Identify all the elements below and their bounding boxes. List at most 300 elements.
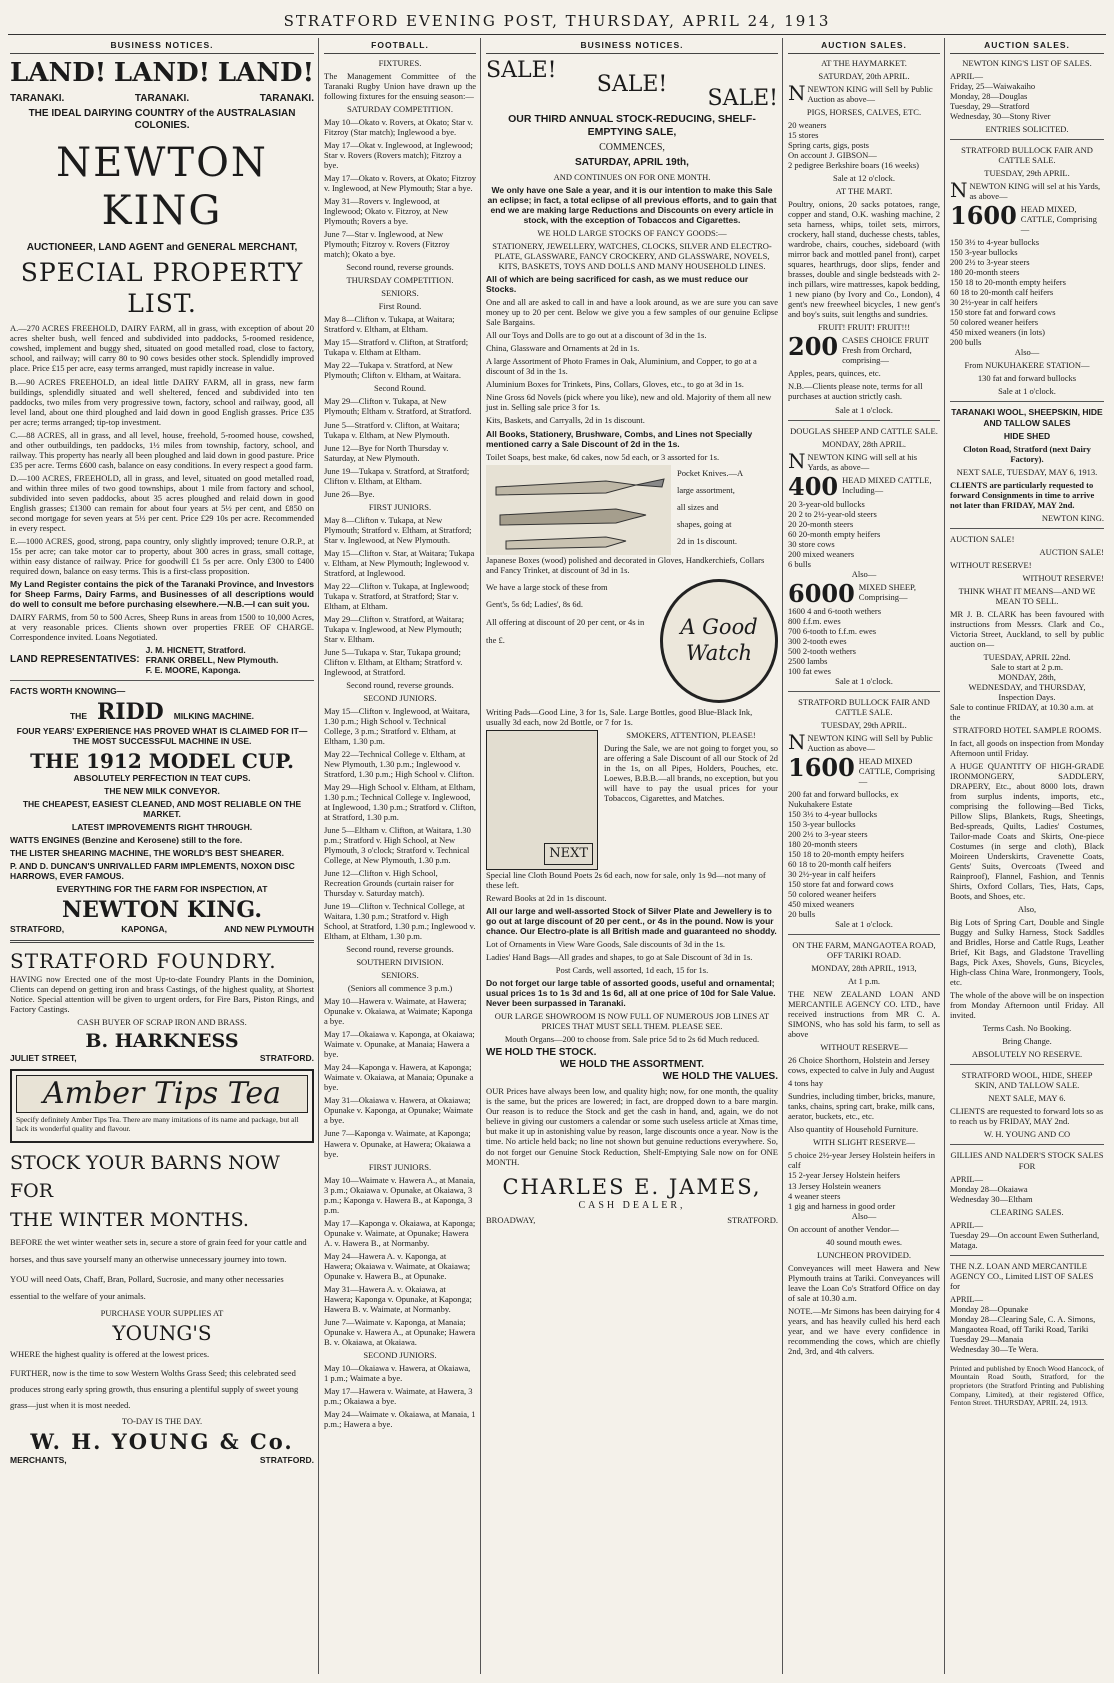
property-item: E.—1000 ACRES, good, strong, papa country, only slightly improved; tenure O.R.P., at 15s per acre; can take motor car to property, about 300 acres in grass, small cottage, within easy distance of railway. Price for goodwill £1 5s per acre. Only £300 to £400 required down, balance on easy terms. This is a first-class proposition.	[10, 535, 314, 576]
list-item: Monday 28—Okaiawa	[950, 1183, 1028, 1194]
property-item: B.—90 ACRES FREEHOLD, an ideal little DAIRY FARM, all in grass, new farm buildings, splendidly situated and well sheltered, fenced and subdivided into ten paddocks, two miles from very progressive town, factory, school and railway, good, all level land, about one third ploughed and laid down in good English grasses. Price £35 per acre; terms arranged; tip-top investment.	[10, 376, 314, 427]
bring-change: Bring Change.	[1002, 1036, 1052, 1047]
lot-item: Sundries, including timber, bricks, manure, tanks, chains, spring cart, brake, milk cans, aerator, buckets, etc., etc.	[788, 1091, 935, 1122]
poets-line: Special line Cloth Bound Poets 2s 6d each, now for sale, only 1s 9d—not many of these left.	[486, 869, 766, 890]
list-item: Wednesday 30—Te Wera.	[950, 1343, 1039, 1354]
soaps-line: Toilet Soaps, best make, 6d cakes, now 5d each, or 3 assorted for 1s.	[486, 451, 720, 462]
ridd-word: RIDD	[96, 698, 164, 725]
without-reserve: WITHOUT RESERVE!	[950, 559, 1032, 570]
bargain-item: All our Toys and Dolls are to go out at a discount of 3d in the 1s.	[486, 330, 707, 341]
fixture-entry: June 5—Stratford v. Clifton, at Waitara; Tukapa v. Eltham, at New Plymouth.	[324, 419, 460, 440]
lot-item: 6 bulls	[788, 558, 811, 569]
column-header: AUCTION SALES.	[950, 38, 1104, 54]
land-representatives	[10, 645, 314, 675]
sale-time: At 1 p.m.	[847, 976, 881, 987]
postcards-line: Post Cards, well assorted, 1d each, 15 for 1s.	[555, 964, 709, 975]
goods-inspection: In fact, all goods on inspection from Monday Afternoon until Friday.	[950, 737, 1104, 758]
watts-line: WATTS ENGINES (Benzine and Kerosene) still to the fore.	[10, 835, 243, 846]
sale-time: Sale at 1 o'clock.	[835, 404, 893, 415]
latest-line: LATEST IMPROVEMENTS RIGHT THROUGH.	[71, 822, 253, 833]
our-prices-text: OUR Prices have always been low, and quality high; now, for one month, the quality is the same, but the prices are lowered; in fact, are dropped down to a bare margin. Our reason is to reduce the Stock and get the cash in hand, and, again, we do not believe in giving our customers a calendar or some such useless article at Xmas time, but make it up in astonishing value by reason, large discounts once a year. Now is the time. No article held back; no line not shown but genuine reductions everywhere. So, do not forget our Genuine Stock Reduction, Shelf-Emptying Sale now on for ONE MONTH.	[486, 1086, 778, 1167]
lot-heading: PIGS, HORSES, CALVES, ETC.	[806, 107, 922, 118]
cattle-notice	[950, 201, 1104, 235]
sale-time: Sale at 1 o'clock.	[998, 386, 1056, 397]
column-business-notices	[6, 38, 318, 1674]
sale-banner	[486, 58, 778, 113]
sale-date: WEDNESDAY, and THURSDAY,	[968, 681, 1086, 692]
fixture-entry: May 31—Hawera A. v. Okaiawa, at Hawera; Kaponga v. Opunake, at Kaponga; Hawera B. v. Waimate, at Normanby.	[324, 1283, 472, 1314]
fixture-entry: May 10—Waimate v. Hawera A., at Manaia, 3 p.m.; Okaiawa v. Opunake, at Okaiawa, 3 p.m.; Kaponga v. Hawera B., at Kaponga, 3 p.m.	[324, 1174, 476, 1215]
land-banner	[10, 58, 314, 90]
knives-text: Pocket Knives.—A	[677, 467, 744, 478]
rep-name: FRANK ORBELL, New Plymouth.	[145, 654, 279, 665]
fixture-entry: May 15—Clifton v. Star, at Waitara; Tukapa v. Eltham, at New Plymouth; Inglewood v. Stratford, at Inglewood.	[324, 547, 475, 578]
handbags-line: Ladies' Hand Bags—All grades and shapes, to go at Sale Discount of 3d in 1s.	[486, 951, 753, 962]
fixture-entry: May 31—Rovers v. Inglewood, at Inglewood; Okato v. Fitzroy, at New Plymouth; Rovers a bye.	[324, 196, 449, 227]
nz-loan-notice: THE NEW ZEALAND LOAN AND MERCANTILE AGENCY CO. LTD., have received instructions from MR C. A. SIMONS, who has sold his farm, to sell as above	[788, 989, 940, 1040]
smokers-text: During the Sale, we are not going to forget you, so are offering a Sale Discount of all our Stock of 2d in the 1s, on all Pipes, Holders, Pouches, etc. Loewes, B.B.B.—all brands, no exception, but you will have to pay the usual prices for your Tobaccos, Cigarettes, and Matches.	[604, 742, 778, 803]
fruit-notice	[788, 332, 940, 366]
large-stocks-heading: WE HOLD LARGE STOCKS OF FANCY GOODS:—	[537, 228, 727, 239]
sheep-text: MIXED SHEEP, Comprising—	[858, 581, 916, 602]
fixture-entry: June 12—Bye for North Thursday v. Saturday, at New Plymouth.	[324, 442, 449, 463]
call-in-text: One and all are asked to call in and have a look around, as we are sure you can save money up to 20 per cent. Below we give you a few samples of our genuine Eclipse Sale Bargains.	[486, 297, 778, 328]
auctioneer-line: AUCTIONEER, LAND AGENT and GENERAL MERCHANT,	[26, 242, 298, 254]
newton-king-heading: NEWTON KING	[56, 139, 268, 235]
spring-cart-text: Big Lots of Spring Cart, Double and Single Buggy and Sulky Harness, Stock Saddles and Bridles, Horse and Cattle Rugs, Leather Brief, Kit Bags, and Gladstone Travelling Bags, Pick Axes, Shovels, Guns, Bicycles, High-class China Ware, Ironmongery, Tools, etc.	[950, 917, 1104, 988]
conveyor-line: THE NEW MILK CONVEYOR.	[104, 786, 220, 797]
sale-word: SALE!	[596, 72, 668, 98]
newton-king-sub: NEWTON KING.	[61, 897, 263, 924]
month-label: APRIL—	[950, 1173, 984, 1184]
section-heading: SATURDAY COMPETITION.	[346, 104, 454, 115]
rep-name: J. M. HICNETT, Stratford.	[145, 644, 246, 655]
fixture-entry: June 19—Tukapa v. Stratford, at Stratford; Clifton v. Eltham, at Eltham.	[324, 465, 470, 486]
smokers-ad	[486, 730, 778, 870]
cash-dealer: CASH DEALER,	[578, 1200, 686, 1212]
cattle-count: 1600	[788, 752, 855, 782]
fixture-entry: May 29—High School v. Eltham, at Eltham, 1.30 p.m.; Technical College v. Inglewood, at Inglewood, 1.30 p.m.; Stratford v. Clifton, at Stratford, 1.30 p.m.	[324, 782, 476, 823]
ridd-the: THE	[69, 710, 87, 721]
land-word: LAND!	[113, 58, 211, 89]
fixtures-heading: FIXTURES.	[378, 58, 422, 69]
everything-line: EVERYTHING FOR THE FARM FOR INSPECTION, AT	[56, 884, 268, 895]
newton-king-notice: NNEWTON KING will Sell by Public Auction as above—	[788, 81, 933, 106]
young-town: STRATFORD.	[259, 1454, 314, 1465]
lot-item: 20 bulls	[788, 909, 816, 920]
lot-item: 180 20-month steers	[788, 839, 858, 850]
good-watch-illustration: A Good Watch	[660, 579, 778, 703]
smoker-illustration	[486, 730, 598, 870]
auction-heading: AUCTION SALE!	[1039, 546, 1104, 557]
cattle-count: 1600	[950, 201, 1017, 231]
lot-item: 20 20-month steers	[788, 518, 854, 529]
sale-date: MONDAY, 28th,	[998, 671, 1056, 682]
taranaki-word: TARANAKI.	[259, 93, 314, 105]
list-heading: NEWTON KING'S LIST OF SALES.	[962, 58, 1092, 69]
amber-tips-ad	[10, 1069, 314, 1143]
newton-king-notice: NNEWTON KING will sel at his Yards, as above—	[950, 178, 1101, 203]
list-item: Monday 28—Clearing Sale, C. A. Simons, Mangaotea Road, off Tariki Road, Tariki	[950, 1313, 1096, 1334]
also-line: Also—	[851, 1210, 877, 1221]
month-label: APRIL—	[950, 1293, 984, 1304]
fixture-entry: May 24—Hawera A. v. Kaponga, at Hawera; Okaiawa v. Waimate, at Okaiawa; Opunake v. Hawera B., at Opunake.	[324, 1250, 471, 1281]
you-need-paragraph: YOU will need Oats, Chaff, Bran, Pollard, Sucrosie, and many other necessaries essential to the welfare of your animals.	[10, 1274, 284, 1302]
fixture-entry: May 17—Okato v. Rovers, at Okato; Fitzroy v. Inglewood, at New Plymouth; Star a bye.	[324, 173, 476, 194]
list-item: Tuesday 29—On account Ewen Sutherland, Mataga.	[950, 1229, 1100, 1250]
young-merchants	[10, 1455, 314, 1465]
goods-list: STATIONERY, JEWELLERY, WATCHES, CLOCKS, SILVER AND ELECTRO-PLATE, GLASSWARE, FANCY CROCKERY, AND GLASSWARE, NOVELS, KITS, BASKETS, TOYS AND DOLLS AND MANY HOUSEHOLD LINES.	[492, 241, 772, 272]
reward-line: Reward Books at 2d in 1s discount.	[486, 892, 607, 903]
dairy-farms-note: DAIRY FARMS, from 50 to 500 Acres, Sheep Runs in areas from 1500 to 10,000 Acres, at very reasonable prices. Clients shown over properties FREE OF CHARGE. Correspondence invited. Loans Negotiated.	[10, 611, 314, 642]
four-years-line: FOUR YEARS' EXPERIENCE HAS PROVED WHAT IS CLAIMED FOR IT—THE MOST SUCCESSFUL MACHINE IN USE.	[16, 725, 308, 746]
cattle-count: 400	[788, 471, 839, 501]
lot-item: 800 f.f.m. ewes	[788, 615, 841, 626]
silver-plate-line: All our large and well-assorted Stock of Silver Plate and Jewellery is to go out at large discount of 20 per cent., or 4s in the pound. Now is your chance. Our Electro-plate is all British made and guaranteed no shoddy.	[486, 905, 777, 936]
sale-date: TUESDAY, 29th APRIL.	[821, 719, 907, 730]
masthead-rule	[8, 34, 1106, 35]
column-divider	[782, 38, 783, 1674]
lot-item: 30 2½-year in calf heifers	[950, 297, 1038, 308]
section-heading: SOUTHERN DIVISION.	[356, 957, 444, 968]
cash-terms-note: N.B.—Clients please note, terms for all purchases at auction strictly cash.	[788, 381, 923, 402]
harkness-name: B. HARKNESS	[85, 1029, 239, 1052]
young-co-name: W. H. YOUNG & Co.	[30, 1429, 294, 1455]
watch-text: We have a large stock of these from	[486, 581, 608, 592]
fixture-entry: May 17—Hawera v. Waimate, at Hawera, 3 p.m.; Okaiawa a bye.	[324, 1385, 473, 1406]
lot-item: 150 store fat and forward cows	[950, 307, 1056, 318]
fixture-entry: May 8—Clifton v. Tukapa, at Waitara; Stratford v. Eltham, at Eltham.	[324, 314, 455, 335]
slight-reserve: WITH SLIGHT RESERVE—	[812, 1137, 916, 1148]
sale-heading: DOUGLAS SHEEP AND CATTLE SALE.	[790, 425, 938, 436]
lot-item: 50 colored weaner heifers	[950, 317, 1039, 328]
lot-item: 200 bulls	[950, 337, 982, 348]
cheapest-line: THE CHEAPEST, EASIEST CLEANED, AND MOST RELIABLE ON THE MARKET.	[22, 799, 302, 820]
perfection-line: ABSOLUTELY PERFECTION IN TEAT CUPS.	[73, 773, 251, 784]
amber-tips-logo: Amber Tips Tea	[16, 1075, 308, 1114]
column-divider	[944, 38, 945, 1674]
lot-item: 150 3½ to 4-year bullocks	[788, 808, 877, 819]
where-paragraph: WHERE the highest quality is offered at the lowest prices.	[10, 1348, 210, 1359]
sacrificed-line: All of which are being sacrificed for cash, as we must reduce our Stocks.	[486, 274, 749, 295]
lot-item: 20 2 to 2½-year-old steers	[788, 508, 877, 519]
also-line: Also—	[851, 568, 877, 579]
sale-date: SATURDAY, 20th APRIL.	[818, 71, 910, 82]
column-football	[320, 38, 480, 1674]
grade-heading: FIRST JUNIORS.	[368, 1161, 432, 1172]
property-item: A.—270 ACRES FREEHOLD, DAIRY FARM, all in grass, with exception of about 20 acres shelter bush, well fenced and subdivided into paddocks, 5-roomed residence, cowshed, implement and buggy shed, situated on good metalled road, close to factory, school, and railway; will carry 80 to 90 cows besides other stock. Splendidly improved place. Price £15 per acre, easy terms arranged, must rapidly increase in value.	[10, 323, 314, 374]
town: KAPONGA,	[121, 924, 168, 935]
stock-barns-heading: STOCK YOUR BARNS NOW	[10, 1151, 280, 1174]
rep-name: F. E. MOORE, Kaponga.	[145, 664, 241, 675]
lot-item: 30 store cows	[788, 538, 835, 549]
knives-text: shapes, going at	[677, 518, 732, 529]
huge-quantity-text: A HUGE QUANTITY OF HIGH-GRADE IRONMONGERY, SADDLERY, DRAPERY, Etc., about 8000 lots, drawn from surplus indents, imports, etc., comprising the following—Bed Ticks, Pillow Slips, Blankets, Rugs, Sheetings, Bed-spreads, Quilts, Ladies' Costumes, Tailor-made Coats and Skirts, One-piece Costumes (in serge and cloth), Black Moireen Underskirts, Cravenette Coats, Gents' Suits, Overcoats (Tweed and Rainproof), Flannel, Fashion, and Tennis Shirts, Oxford Collars, Ties, Hats, Caps, Boots, and Shoes, etc.	[950, 760, 1104, 902]
masthead: STRATFORD EVENING POST, THURSDAY, APRIL 24, 1913	[283, 12, 831, 30]
lot-item: 4 tons hay	[788, 1078, 823, 1089]
fixtures-intro: The Management Committee of the Taranaki Rugby Union have drawn up the following fixtures for the ensuing season:—	[324, 71, 476, 102]
address-street: JULIET STREET,	[10, 1052, 77, 1063]
ridd-line	[10, 699, 314, 726]
newton-king-notice: NNEWTON KING will Sell by Public Auction as above—	[788, 729, 933, 754]
mouth-organs-line: Mouth Organs—200 to choose from. Sale price 5d to 2s 6d Much reduced.	[504, 1033, 760, 1044]
fixture-entry: May 22—Clifton v. Tukapa, at Inglewood; Tukapa v. Stratford, at Stratford; Star v. Eltham, at Eltham.	[324, 580, 470, 611]
james-address	[486, 1215, 778, 1225]
bargain-item: A large Assortment of Photo Frames in Oak, Aluminium, and Copper, to go at a discount of 3d in the 1s.	[486, 356, 757, 377]
lot-item: 40 sound mouth ewes.	[825, 1236, 903, 1247]
lot-item: Also quantity of Household Furniture.	[788, 1124, 919, 1135]
land-word: LAND!	[217, 58, 314, 89]
property-item: C.—88 ACRES, all in grass, and all level, house, freehold, 5-roomed house, cowshed, and other outbuildings, ten paddocks, 1½ miles from township, factory, school, and railway. This property has nearly all been ploughed and laid down in good pasture. Price £35 per acre. Terms £600 cash, balance on easy conditions. In every respect a good farm.	[10, 429, 314, 470]
grade-heading: SECOND JUNIORS.	[363, 1349, 437, 1360]
fixture-entry: May 17—Okaiawa v. Kaponga, at Okaiawa; Waimate v. Opunake, at Manaia; Hawera a bye.	[324, 1029, 475, 1060]
foundry-heading: STRATFORD FOUNDRY.	[10, 949, 277, 974]
continue-line: Sale to continue FRIDAY, at 10.30 a.m. at the	[950, 701, 1094, 722]
think-line: THINK WHAT IT MEANS—AND WE MEAN TO SELL.	[958, 585, 1096, 606]
today-line: TO-DAY IS THE DAY.	[121, 1416, 203, 1427]
lot-item: 450 mixed weaners	[788, 899, 855, 910]
lot-item: 180 20-month steers	[950, 267, 1020, 278]
notice-text: NEWTON KING will sell at his Yards, as above—	[807, 451, 918, 472]
fixture-entry: May 10—Okato v. Rovers, at Okato; Star v. Fitzroy (Star match); Inglewood a bye.	[324, 117, 474, 138]
next-sign: NEXT	[544, 843, 593, 865]
fixture-note: (Seniors all commence 3 p.m.)	[347, 983, 453, 994]
towns-line	[10, 924, 314, 934]
purchase-line: PURCHASE YOUR SUPPLIES AT	[100, 1308, 224, 1319]
lot-item: 5 choice 2½-year Jersey Holstein heifers in calf	[788, 1150, 936, 1171]
sale-date: SATURDAY, APRIL 19th,	[575, 156, 689, 168]
stock-barns-for: FOR	[10, 1180, 54, 1203]
sale-heading: STRATFORD BULLOCK FAIR AND CATTLE SALE.	[798, 696, 930, 717]
pocket-knives-ad	[486, 465, 778, 555]
sale-date: Inspection Days.	[998, 691, 1056, 702]
fixture-note: Second round, reverse grounds.	[346, 262, 454, 273]
fixture-entry: June 12—Clifton v. High School, Recreation Grounds (curtain raiser for Thursday v. Saturday match).	[324, 868, 454, 899]
watch-prices: Gent's, 5s 6d; Ladies', 8s 6d.	[486, 599, 584, 610]
next-sale: NEXT SALE, TUESDAY, MAY 6, 1913.	[956, 466, 1098, 477]
lister-line: THE LISTER SHEARING MACHINE, THE WORLD'S BEST SHEARER.	[10, 848, 285, 859]
list-item: Tuesday 29—Manaia	[950, 1333, 1024, 1344]
lot-item: 450 mixed weaners (in lots)	[950, 327, 1045, 338]
without-reserve: WITHOUT RESERVE—	[820, 1042, 908, 1053]
fixture-entry: June 26—Bye.	[324, 488, 375, 499]
continues-line: AND CONTINUES ON FOR ONE MONTH.	[553, 172, 711, 183]
lot-item: 20 weaners	[788, 120, 827, 131]
notice-text: NEWTON KING will sel at his Yards, as above—	[969, 181, 1101, 202]
station-line: From NUKUHAKERE STATION—	[964, 360, 1090, 371]
notice-signature: W. H. YOUNG AND CO	[983, 1129, 1071, 1140]
auction-heading: AUCTION SALE!	[950, 533, 1015, 544]
another-vendor: On account of another Vendor—	[788, 1223, 899, 1234]
japanese-boxes-line: Japanese Boxes (wood) polished and decorated in Gloves, Handkerchiefs, Collars and Fancy Trinket, at discount of 3d in 1s.	[486, 554, 765, 575]
hide-shed: HIDE SHED	[1003, 430, 1051, 441]
knives-text: 2d in 1s discount.	[677, 535, 737, 546]
address-street: BROADWAY,	[486, 1215, 536, 1226]
round-heading: Second Round.	[374, 383, 426, 394]
lot-item: 15 2-year Jersey Holstein heifers	[788, 1170, 900, 1181]
lot-item: 4 weaner steers	[788, 1190, 841, 1201]
lot-item: 100 fat ewes	[788, 665, 831, 676]
fruit-types: Apples, pears, quinces, etc.	[788, 368, 881, 379]
sale-time: Sale at 12 o'clock.	[833, 173, 895, 184]
address-town: STRATFORD.	[727, 1215, 778, 1226]
taranaki-word: TARANAKI.	[134, 93, 190, 105]
month-label: APRIL—	[950, 71, 984, 82]
address-town: STRATFORD.	[259, 1052, 314, 1063]
venue-heading: AT THE HAYMARKET.	[821, 58, 907, 69]
smokers-heading: SMOKERS, ATTENTION, PLEASE!	[626, 729, 756, 740]
grade-heading: SENIORS.	[381, 288, 419, 299]
lot-item: 1 gig and harness in good order	[788, 1200, 896, 1211]
fixture-entry: May 10—Hawera v. Waimate, at Hawera; Opunake v. Okaiawa, at Waimate; Kaponga a bye.	[324, 996, 473, 1027]
writing-pads-line: Writing Pads—Good Line, 3 for 1s, Sale. Large Bottles, good Blue-Black Ink, usually 3d each, now 2d Bottle, or 7 for 1s.	[486, 706, 753, 727]
town: STRATFORD,	[10, 924, 65, 935]
entries-line: ENTRIES SOLICITED.	[985, 124, 1069, 135]
ornaments-line: Lot of Ornaments in View Ware Goods, Sale discounts of 3d in the 1s.	[486, 938, 726, 949]
section-heading: THURSDAY COMPETITION.	[346, 275, 454, 286]
land-register-note: My Land Register contains the pick of the Taranaki Province, and Investors for Sheep Farms, Dairy Farms, and Businesses of all descriptions would do well to consult me before purchasing elsewhere.—N.B.—I can suit you.	[10, 578, 314, 609]
conveyances-text: Conveyances will meet Hawera and New Plymouth trains at Tariki. Conveyances will leave the Loan Co's Stratford Office on day of sale at 10.30 a.m.	[788, 1262, 940, 1303]
without-reserve: WITHOUT RESERVE!	[1022, 572, 1104, 583]
column-divider	[480, 38, 481, 1674]
watch-ad	[486, 579, 778, 703]
cattle-text: HEAD MIXED CATTLE, Comprising—	[858, 755, 935, 786]
fixture-entry: June 7—Kaponga v. Waimate, at Kaponga; Hawera v. Opunake, at Hawera; Okaiawa a bye.	[324, 1128, 471, 1159]
further-paragraph: FURTHER, now is the time to sow Western Wolths Grass Seed; this celebrated seed produces strong early spring growth, thus ensuring a plentiful supply of sweet young grass—just when it is most needed.	[10, 1367, 299, 1411]
note-text: NOTE.—Mr Simons has been dairying for 4 years, and has heavily culled his herd each year, and we have every confidence in recommending the cows, which are chiefly 2nd, 3rd, and 4th calvers.	[788, 1305, 940, 1356]
reps-label: LAND REPRESENTATIVES:	[10, 653, 140, 665]
bargain-item: Aluminium Boxes for Trinkets, Pins, Collars, Gloves, etc., to go at 3d in 1s.	[486, 379, 744, 390]
notice-text: NEWTON KING will Sell by Public Auction as above—	[807, 732, 933, 753]
column-auction-sales-2	[946, 38, 1108, 1674]
brushes-line: All Books, Stationery, Brushware, Combs, and Lines not Specially mentioned carry a Sale Discount of 2d in the 1s.	[486, 428, 753, 449]
wool-heading: TARANAKI WOOL, SHEEPSKIN, HIDE AND TALLOW SALES	[951, 407, 1103, 428]
column-auction-sales	[784, 38, 944, 1674]
sale-date: TUESDAY, APRIL 22nd.	[983, 651, 1071, 662]
facts-heading: FACTS WORTH KNOWING—	[10, 685, 126, 696]
list-item: Friday, 25—Waiwakaiho	[950, 81, 1036, 92]
duncan-line: P. AND D. DUNCAN'S UNRIVALLED FARM IMPLEMENTS, NOXON DISC HARROWS, EVER FAMOUS.	[10, 861, 295, 882]
dairy-tagline: THE IDEAL DAIRYING COUNTRY of the AUSTRALASIAN COLONIES.	[28, 108, 296, 132]
also-line: Also—	[1014, 347, 1040, 358]
lot-item: 150 3-year bullocks	[788, 819, 856, 829]
fixture-entry: June 5—Eltham v. Clifton, at Waitara, 1.30 p.m.; Stratford v. High School, at New Plymouth, 3 o'clock; Stratford v. Technical College, at New Plymouth, 1.30 p.m.	[324, 825, 471, 866]
column-divider	[318, 38, 319, 1674]
fixture-entry: May 17—Okat v. Inglewood, at Inglewood; Star v. Rovers (Rovers match); Fitzroy a bye.	[324, 140, 473, 171]
merchants-label: MERCHANTS,	[10, 1454, 67, 1465]
fruit-text: CASES CHOICE FRUIT Fresh from Orchard, comprising—	[842, 335, 929, 366]
hold-assortment: WE HOLD THE ASSORTMENT.	[559, 1059, 705, 1071]
fixture-entry: June 7—Waimate v. Kaponga, at Manaia; Opunake v. Hawera A., at Opunake; Hawera B. v. Okaiawa, at Okaiawa.	[324, 1316, 476, 1347]
lot-item: 150 3-year bullocks	[950, 247, 1018, 258]
grade-heading: SENIORS.	[381, 970, 419, 981]
lot-item: 2500 lambs	[788, 655, 828, 666]
lot-item: 700 6-tooth to f.f.m. ewes	[788, 625, 877, 636]
list-item: Monday, 28—Douglas	[950, 91, 1028, 102]
lot-item: 30 2½-year in calf heifers	[788, 869, 876, 880]
lot-item: 60 18 to 20-month calf heifers	[950, 287, 1054, 298]
knives-text: large assortment,	[677, 484, 735, 495]
youngs-heading: YOUNG'S	[112, 1321, 212, 1346]
list-item: Tuesday, 29—Stratford	[950, 101, 1030, 112]
cattle-notice	[788, 471, 940, 501]
newton-king-notice: NNEWTON KING will sell at his Yards, as above—	[788, 448, 918, 473]
fixture-entry: May 17—Kaponga v. Okaiawa, at Kaponga; Opunake v. Waimate, at Opunake; Hawera A. v. Hawera B., at Normanby.	[324, 1217, 476, 1248]
land-word: LAND!	[10, 58, 107, 89]
fruit-count: 200	[788, 332, 839, 362]
absolutely-line: ABSOLUTELY NO RESERVE.	[971, 1049, 1083, 1060]
fixture-entry: May 8—Clifton v. Tukapa, at New Plymouth; Stratford v. Eltham, at Stratford; Star v. Inglewood, at New Plymouth.	[324, 514, 472, 545]
cash-buyer-line: CASH BUYER OF SCRAP IRON AND BRASS.	[77, 1016, 247, 1027]
sale-date: Sale to start at 2 p.m.	[990, 661, 1063, 672]
sale-time: Sale at 1 o'clock.	[835, 675, 893, 686]
fruit-heading: FRUIT! FRUIT! FRUIT!!!	[817, 322, 911, 333]
lot-item: 200 mixed weaners	[788, 548, 855, 559]
lot-item: Spring carts, gigs, posts	[788, 140, 869, 151]
sale-date: TUESDAY, 29th APRIL.	[984, 168, 1070, 179]
fixture-entry: May 24—Kaponga v. Hawera, at Kaponga; Waimate v. Okaiawa, at Manaia; Opunake a bye.	[324, 1062, 474, 1093]
taranaki-banner	[10, 93, 314, 105]
fixture-entry: May 31—Okaiawa v. Hawera, at Okaiawa; Opunake v. Kaponga, at Opunake; Waimate a bye.	[324, 1095, 473, 1126]
column-header: BUSINESS NOTICES.	[10, 38, 314, 54]
pocket-knives-illustration	[486, 465, 671, 555]
luncheon-line: LUNCHEON PROVIDED.	[817, 1249, 911, 1260]
sale-date: MONDAY, 28th APRIL.	[821, 438, 907, 449]
lot-item: 50 colored weaner heifers	[788, 889, 877, 900]
town: AND NEW PLYMOUTH	[224, 924, 314, 935]
imprint: Printed and published by Enoch Wood Hancock, of Mountain Road South, Stratford, for the proprietors (the Stratford Printing and Publishing Company, Limited), at their registered Office, Fenton Street. THURSDAY, APRIL 24, 1913.	[950, 1363, 1104, 1408]
lot-item: 15 stores	[788, 130, 819, 141]
hold-stock: WE HOLD THE STOCK.	[486, 1046, 597, 1058]
clearing-heading: CLEARING SALES.	[990, 1206, 1064, 1217]
lot-item: 200 2½ to 3-year steers	[788, 829, 868, 840]
lot-item: 60 20-month empty heifers	[788, 528, 881, 539]
commences-line: COMMENCES,	[599, 141, 665, 153]
notice-signature: NEWTON KING.	[1041, 512, 1104, 523]
column-header: AUCTION SALES.	[788, 38, 940, 54]
round-heading: First Round.	[378, 301, 422, 312]
wool-sale-heading: STRATFORD WOOL, HIDE, SHEEP SKIN, AND TALLOW SALE.	[961, 1070, 1093, 1091]
lot-item: 150 18 to 20-month empty heifers	[788, 849, 904, 860]
charles-james-name: CHARLES E. JAMES,	[502, 1174, 762, 1199]
hotel-line: STRATFORD HOTEL SAMPLE ROOMS.	[952, 724, 1102, 735]
fixture-note: Second round, reverse grounds.	[346, 944, 454, 955]
fixture-entry: May 29—Clifton v. Stratford, at Waitara; Tukapa v. Inglewood, at New Plymouth; Star v. Eltham.	[324, 613, 465, 644]
sale-heading: STRATFORD BULLOCK FAIR AND CATTLE SALE.	[961, 145, 1093, 166]
lot-item: 200 2½ to 3-year steers	[950, 257, 1030, 268]
sale-word: SALE!	[707, 86, 778, 112]
ridd-machine: MILKING MACHINE.	[173, 710, 254, 721]
fixture-entry: June 19—Clifton v. Technical College, at Waitara, 1.30 p.m.; Stratford v. High School, at Stratford, 1.30 p.m.; Inglewood v. Eltham, at Eltham, 1.30 p.m.	[324, 901, 476, 942]
knives-text: all sizes and	[677, 501, 719, 512]
lot-item: 200 fat and forward bullocks, ex Nukuhakere Estate	[788, 788, 899, 809]
gillies-heading: GILLIES AND NALDER'S STOCK SALES FOR	[950, 1150, 1104, 1171]
fixture-entry: June 7—Star v. Inglewood, at New Plymouth; Fitzroy v. Rovers (Fitzroy match); Okato a bye.	[324, 229, 450, 260]
lot-item: 13 Jersey Holstein weaners	[788, 1180, 881, 1191]
cattle-text: HEAD MIXED, CATTLE, Comprising—	[1020, 204, 1097, 235]
hide-shed-address: Cloton Road, Stratford (next Dairy Factory).	[963, 443, 1091, 464]
notice-text: NEWTON KING will Sell by Public Auction as above—	[807, 84, 933, 105]
terms-line: Terms Cash. No Booking.	[982, 1023, 1072, 1034]
lot-item: 150 18 to 20-month empty heifers	[950, 277, 1066, 288]
fixture-entry: May 10—Okaiawa v. Hawera, at Okaiawa, 1 p.m.; Waimate a bye.	[324, 1362, 471, 1383]
fixture-note: Second round, reverse grounds.	[346, 679, 454, 690]
sale-date: MONDAY, 28th APRIL, 1913,	[811, 963, 917, 974]
month-label: APRIL—	[950, 1219, 984, 1230]
annual-sale-heading: OUR THIRD ANNUAL STOCK-REDUCING, SHELF-EMPTYING SALE,	[508, 113, 756, 138]
table-line: Do not forget our large table of assorted goods, useful and ornamental; usual prices 1s to 1s 3d and 1s 6d, all at one price of 10d for Sale Value. Never been surpassed in Taranaki.	[486, 977, 776, 1008]
grade-heading: FIRST JUNIORS.	[368, 501, 432, 512]
